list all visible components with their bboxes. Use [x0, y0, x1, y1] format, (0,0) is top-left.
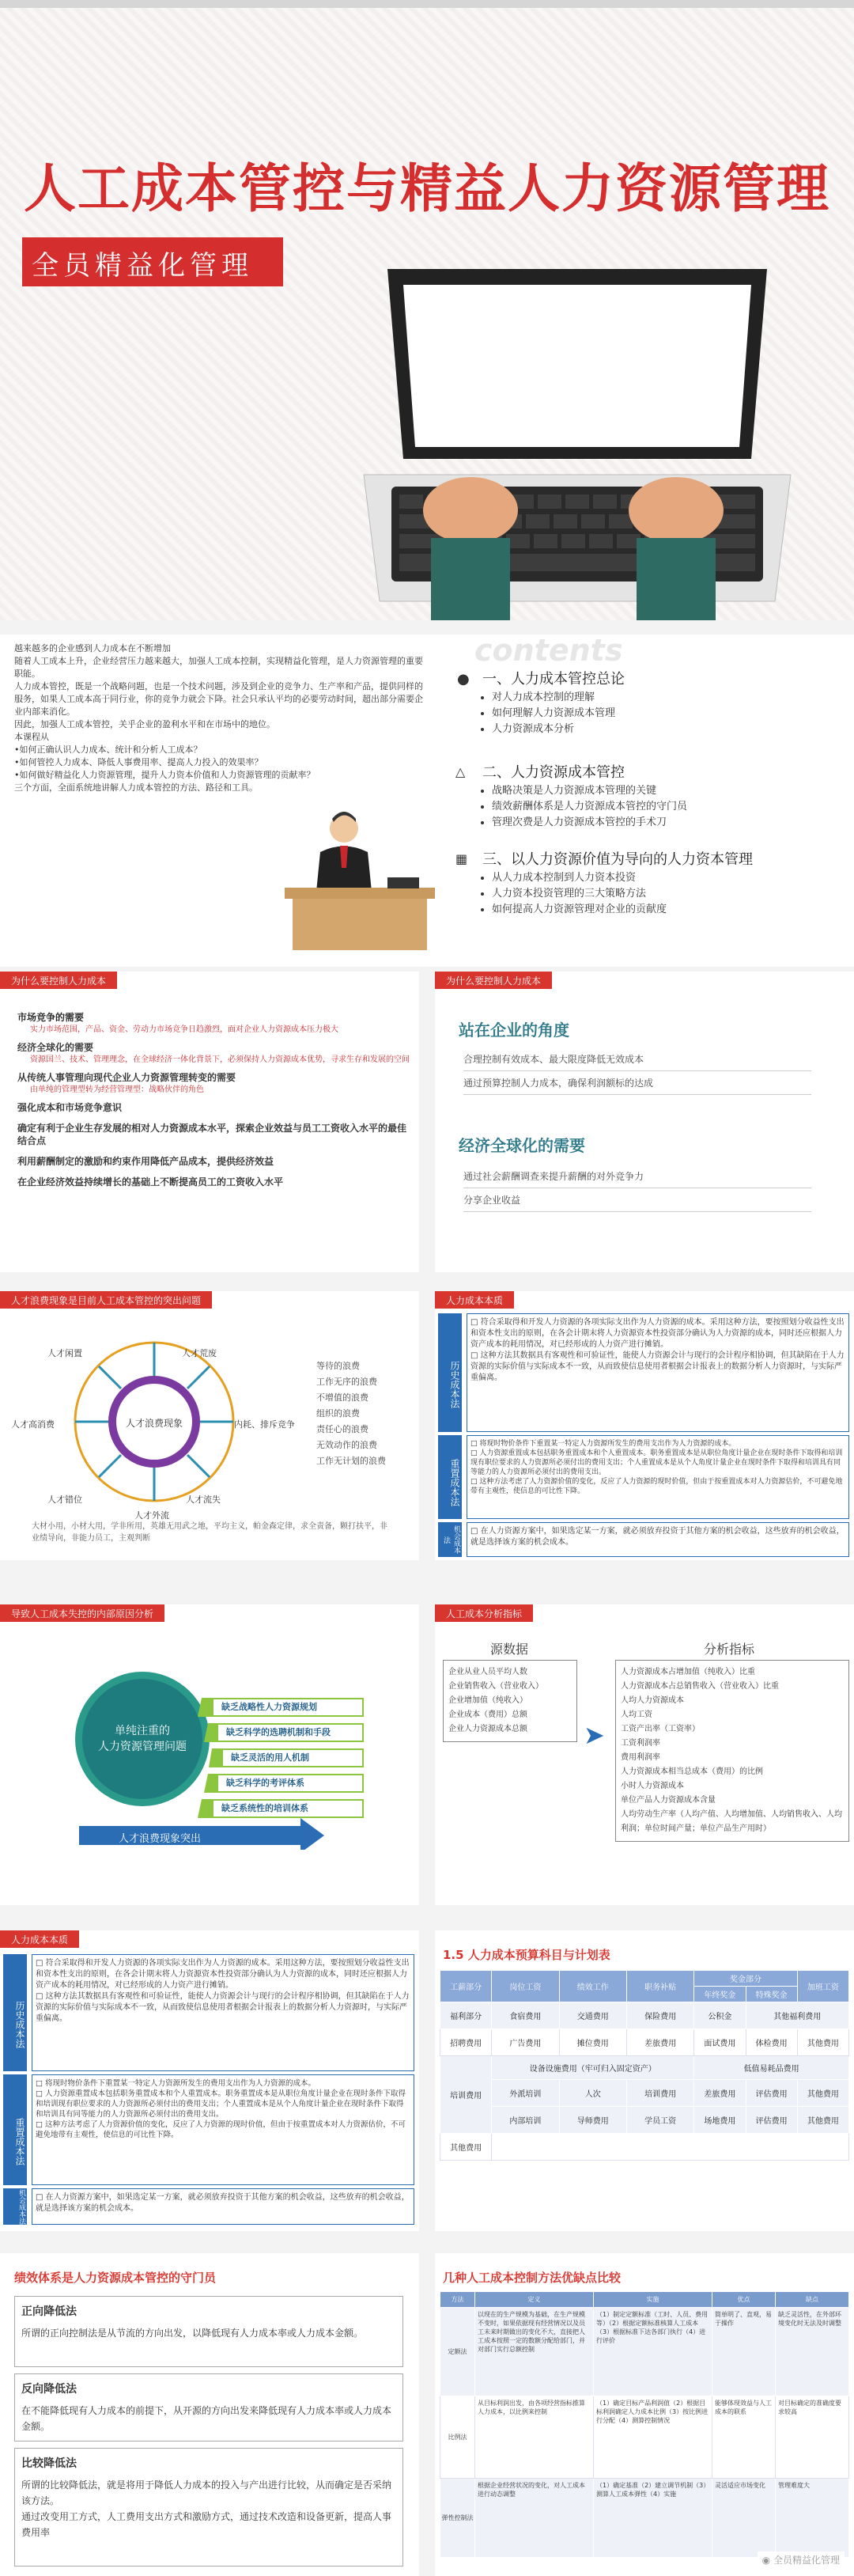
- why-sub: 由单纯的管理型转为经营管理型：战略伙伴的角色: [30, 1085, 204, 1094]
- index-item: 人力资源成本占总销售收入（营业收入）比重: [621, 1682, 779, 1691]
- table-head: 方法: [440, 2292, 475, 2308]
- table-cell: 特殊奖金: [746, 1987, 797, 2002]
- why-heading: 在企业经济效益持续增长的基础上不断提高员工的工资收入水平: [17, 1176, 284, 1188]
- why-item: [17, 1155, 413, 1168]
- network-icon: △: [455, 764, 466, 779]
- comparison-title: 几种人工成本控制方法优缺点比较: [443, 2271, 622, 2285]
- cost-essence-slide-2: [0, 1930, 419, 2231]
- table-cell: 场地费用: [694, 2107, 746, 2134]
- section-item: • 战略决策是人力资源成本管理的关键: [492, 783, 687, 799]
- method-label: 历史成本法: [438, 1313, 462, 1432]
- table-cell: 灵活适应市场变化: [712, 2479, 776, 2558]
- globalization-b: 分享企业收益: [463, 1193, 811, 1212]
- cover-title: 人工成本管控与精益人力资源管理: [24, 158, 830, 219]
- why-item: [17, 1122, 413, 1147]
- method-para: □ 符合采取得和开发人力资源的各项实际支出作为人力资源的成本。采用这种方法，要按照划分收益性支出和资本性支出的原则，在各会计期末将人力资源资本性投资部分确认为人力资源的成本，同时还应根据人力资产成本的耗用情况，对已经形成的人力资产进行摊销。: [470, 1318, 845, 1349]
- why-item: [17, 1101, 413, 1114]
- cause-item: 缺乏灵活的用人机制: [231, 1752, 309, 1763]
- method-para: □ 这种方法考虑了人力资源价值的变化，反应了人力资源的现时价值，但由于按重置成本对人力资源估价，不可避免地带有主观性，使信息的可比性下降。: [36, 2120, 406, 2139]
- why-heading: 强化成本和市场竞争意识: [17, 1102, 123, 1113]
- why-list: [17, 1011, 413, 1188]
- table-cell: 外派培训: [492, 2080, 559, 2107]
- comparison-table: [440, 2291, 849, 2558]
- source-item: 企业销售收入（营业收入）: [448, 1682, 543, 1691]
- index-item: 小时人力资源成本: [621, 1782, 684, 1790]
- method-text: [467, 1435, 849, 1519]
- method-para: □ 符合采取得和开发人力资源的各项实际支出作为人力资源的成本。采用这种方法，要按照划分收益性支出和资本性支出的原则，在各会计期末将人力资源资本性投资部分确认为人力资源的成本，同时还应根据人力资产成本的耗用情况，对已经形成的人力资产进行摊销。: [36, 1959, 410, 1990]
- table-cell: 交通费用: [559, 2002, 626, 2029]
- intro-line: 本课程从: [14, 732, 49, 742]
- method-label: 历史成本法: [3, 1954, 27, 2071]
- method-para: □ 这种方法其数据具有客观性和可验证性，能使人力资源会计与现行的会计程序相协调，但其缺陷在于人力资源的实际价值与实际成本不一致，从而致使信息使用者根据会计报表上的数据分析人力资源时，与实际严重偏离。: [36, 1992, 410, 2023]
- section-item: • 人力资源成本分析: [492, 722, 615, 737]
- index-item: 人均人力资源成本: [621, 1696, 684, 1705]
- block-text: 通过改变用工方式，人工费用支出方式和激励方式，通过技术改造和设备更新，提高人事费用率: [21, 2511, 392, 2538]
- wheel-label: 人才闲置: [47, 1348, 82, 1358]
- method-row: [3, 2074, 416, 2185]
- why-heading: 利用薪酬制定的激励和约束作用降低产品成本，提供经济效益: [17, 1156, 274, 1167]
- table-cell: 加班工资: [797, 1971, 848, 2002]
- wheel-label: 人才高消费: [11, 1419, 55, 1430]
- method-para: □ 在人力资源方案中，如果选定某一方案，就必须放弃投资于其他方案的机会收益，这些放弃的机会收益，就是选择该方案的机会成本。: [36, 2193, 410, 2213]
- intro-line: 越来越多的企业感到人力成本在不断增加: [14, 643, 171, 653]
- method-para: □ 将现时物价条件下重置某一特定人力资源所发生的费用支出作为人力资源的成本。: [470, 1440, 736, 1448]
- method-para: □ 这种方法考虑了人力资源价值的变化，反应了人力资源的现时价值，但由于按重置成本对人力资源估价，不可避免地带有主观性，使信息的可比性下降。: [470, 1478, 843, 1495]
- analysis-index-slide: [435, 1604, 854, 1905]
- waste-list: [316, 1358, 386, 1469]
- why-heading: 从传统人事管理向现代企业人力资源管理转变的需要: [17, 1072, 236, 1083]
- enterprise-angle-a: 合理控制有效成本、最大限度降低无效成本: [463, 1052, 811, 1071]
- source-item: 企业增加值（纯收入）: [448, 1696, 527, 1705]
- wheel-center-label: 人才浪费现象: [125, 1418, 183, 1429]
- index-item: 人力资源成本相当总成本（费用）的比例: [621, 1767, 763, 1776]
- waste-item: 工作无序的浪费: [316, 1377, 377, 1387]
- causes-arrow-label: 人才浪费现象突出: [119, 1833, 202, 1845]
- method-text: [32, 2188, 414, 2225]
- method-label: 重置成本法: [438, 1435, 462, 1519]
- gatekeeper-slide: [0, 2253, 419, 2576]
- watermark-text: 全员精益化管理: [773, 2555, 840, 2566]
- index-item: 工资产出率（工资率）: [621, 1725, 700, 1733]
- table-cell: 奖金部分: [694, 1971, 797, 1987]
- enterprise-angle-b: 通过预算控制人力成本，确保利润额标的达成: [463, 1076, 811, 1095]
- intro-line: 三个方面，全面系统地讲解人力成本管控的方法、路径和工具。: [14, 782, 258, 793]
- why-item: [17, 1011, 413, 1036]
- waste-item: 不增值的浪费: [316, 1392, 368, 1403]
- table-cell: 差旅费用: [694, 2080, 746, 2107]
- why-item: [17, 1071, 413, 1097]
- why-control-right: [435, 972, 854, 1272]
- wheel-label: 人才外流: [134, 1510, 169, 1521]
- cover-subtitle: 全员精益化管理: [32, 250, 253, 282]
- method-label: 机会成本法: [438, 1522, 462, 1557]
- method-text: [467, 1313, 849, 1432]
- table-cell: 职务补贴: [626, 1971, 693, 2002]
- table-cell: 其他费用: [440, 2134, 492, 2161]
- table-cell: 其他费用: [797, 2107, 848, 2134]
- section-item: • 人力资本投资管理的三大策略方法: [492, 886, 667, 902]
- table-cell: 保险费用: [626, 2002, 693, 2029]
- table-cell: 低值易耗品费用: [694, 2056, 849, 2080]
- method-text: [32, 1954, 414, 2071]
- budget-table: [440, 1970, 849, 2161]
- table-cell: 导师费用: [559, 2107, 626, 2134]
- table-cell: 管理难度大: [776, 2479, 849, 2558]
- waste-item: 组织的浪费: [316, 1408, 360, 1419]
- section-title: 三、以人力资源价值为导向的人力资本管理: [482, 851, 753, 868]
- intro-line: •如何管控人力成本、降低人事费用率、提高人力投入的效果率？: [14, 757, 263, 767]
- source-box: [443, 1660, 577, 1742]
- why-heading: 市场竞争的需要: [17, 1012, 85, 1023]
- wheel-label: 人才荒废: [182, 1348, 217, 1358]
- index-item: 费用利润率: [621, 1753, 660, 1762]
- table-cell: 简单明了、直观，易于操作: [712, 2308, 776, 2396]
- block-heading: 反向降低法: [21, 2383, 77, 2396]
- table-cell: 从目标利润出发，由各项经营指标推算人力成本，以比例来控制: [475, 2396, 594, 2479]
- method-block: [14, 2373, 403, 2442]
- block-text: 在不能降低现有人力成本的前提下，从开源的方向出发来降低现有人力成本率或人力成本金额。: [21, 2405, 392, 2432]
- method-para: □ 将现时物价条件下重置某一特定人力资源所发生的费用支出作为人力资源的成本。: [36, 2079, 316, 2088]
- globalization-title: 经济全球化的需要: [459, 1136, 585, 1155]
- cause-item: 缺乏科学的考评体系: [226, 1778, 304, 1788]
- table-cell: 福利部分: [440, 2002, 492, 2029]
- section-item: • 对人力成本控制的理解: [492, 690, 615, 706]
- contents-list: [451, 665, 846, 934]
- table-cell: 体检费用: [746, 2029, 797, 2056]
- table-cell: 评估费用: [746, 2080, 797, 2107]
- table-cell: 根据企业经营状况的变化，对人工成本进行动态调整: [475, 2479, 594, 2558]
- waste-item: 责任心的浪费: [316, 1424, 368, 1434]
- section-1: [451, 665, 846, 760]
- waste-item: 工作无计划的浪费: [316, 1456, 386, 1466]
- enterprise-angle-title: 站在企业的角度: [459, 1021, 569, 1040]
- talent-waste-slide: [0, 1291, 419, 1560]
- cause-item: 缺乏科学的选聘机制和手段: [226, 1727, 331, 1737]
- method-row: [438, 1313, 851, 1432]
- source-item: 企业人力资源成本总额: [448, 1725, 527, 1733]
- table-head: 缺点: [776, 2292, 849, 2308]
- waste-item: 无效动作的浪费: [316, 1440, 377, 1450]
- person-icon: ●: [457, 671, 470, 688]
- cover-slide: [0, 0, 854, 620]
- intro-line: •如何做好精益化人力资源管理，提升人力资本价值和人力资源管理的贡献率？: [14, 770, 316, 780]
- section-item: • 绩效薪酬体系是人力资源成本管控的守门员: [492, 799, 687, 815]
- bar-chart-icon: ▦: [455, 851, 468, 866]
- source-item: 企业从业人员平均人数: [448, 1668, 527, 1676]
- table-cell: 年终奖金: [694, 1987, 746, 2002]
- index-box: [615, 1660, 849, 1842]
- budget-table-title: 1.5 人力成本预算科目与计划表: [443, 1948, 610, 1962]
- comparison-slide: [435, 2253, 854, 2576]
- intro-line: •如何正确认识人力成本、统计和分析人工成本？: [14, 744, 202, 755]
- method-label: 重置成本法: [3, 2074, 27, 2185]
- intro-line: 因此，加强人工成本管控，关乎企业的盈利水平和在市场中的地位。: [14, 719, 275, 729]
- why-heading: 确定有利于企业生存发展的相对人力资源成本水平，探索企业效益与员工工资收入水平的最佳结合点: [17, 1123, 407, 1146]
- section-item: • 从人力成本控制到人力资本投资: [492, 870, 667, 886]
- method-row: [438, 1522, 851, 1557]
- why-sub: 实力市场范围，产品、资金、劳动力市场竞争日趋激烈，面对企业人力资源成本压力极大: [30, 1025, 338, 1034]
- table-cell: 工薪部分: [440, 1971, 492, 2002]
- wechat-watermark: [758, 2551, 845, 2568]
- method-text: [467, 1522, 849, 1557]
- table-cell: 弹性控制法: [440, 2479, 475, 2558]
- intro-text: [14, 642, 425, 794]
- globalization-a: 通过社会薪酬调查来提升薪酬的对外竞争力: [463, 1169, 811, 1188]
- index-item: 人均工资: [621, 1710, 652, 1719]
- method-text: [32, 2074, 414, 2185]
- slide-tag: 人力成本本质: [435, 1291, 514, 1309]
- cause-item: 缺乏战略性人力资源规划: [221, 1702, 317, 1712]
- method-block: [14, 2448, 403, 2567]
- section-3: [451, 847, 846, 934]
- table-cell: 岗位工资: [492, 1971, 559, 2002]
- cause-item: 缺乏系统性的培训体系: [221, 1803, 308, 1813]
- table-cell: 定额法: [440, 2308, 475, 2396]
- method-row: [3, 1954, 416, 2071]
- table-head: 定义: [475, 2292, 594, 2308]
- table-cell: 培训费用: [626, 2080, 693, 2107]
- table-cell: （1）确定基准（2）建立调节机制（3）测算人工成本弹性（4）实施: [594, 2479, 712, 2558]
- intro-line: 人力成本管控，既是一个战略问题，也是一个技术问题，涉及到企业的竞争力、生产率和产品，提供同样的服务，如果人工成本高于同行业，你的竞争力就会下降。社会只承认平均的必要劳动时间，超出部分需要企业内部来消化。: [14, 681, 423, 717]
- table-cell: 设备设施费用（牢可归入固定资产）: [492, 2056, 694, 2080]
- table-cell: 招聘费用: [440, 2029, 492, 2056]
- table-cell: 比例法: [440, 2396, 475, 2479]
- table-cell: （1）确定目标产品利润值（2）根据目标利润确定人力成本比例（3）按比例进行分配（4）测算控制情况: [594, 2396, 712, 2479]
- section-item: • 管理次费是人力资源成本管控的手术刀: [492, 815, 687, 831]
- section-title: 二、人力资源成本管控: [482, 764, 625, 781]
- table-head: 实施: [594, 2292, 712, 2308]
- table-cell: 能够体现效益与人工成本的联系: [712, 2396, 776, 2479]
- slide-tag: 为什么要控制人力成本: [0, 972, 117, 989]
- table-cell: （1）制定定额标准（工时、人员、费用等）（2）根据定额标准核算人工成本（3）根据标准下达各部门执行（4）进行评价: [594, 2308, 712, 2396]
- method-para: □ 这种方法其数据具有客观性和可验证性，能使人力资源会计与现行的会计程序相协调，但其缺陷在于人力资源的实际价值与实际成本不一致，从而致使信息使用者根据会计报表上的数据分析人力资源时，与实际严重偏离。: [470, 1351, 845, 1382]
- table-cell: 其他福利费用: [746, 2002, 848, 2029]
- why-item: [17, 1176, 413, 1188]
- block-text: 所谓的正向控制法是从节流的方向出发，以降低现有人力成本率或人力成本金额。: [21, 2328, 364, 2339]
- budget-table-slide: [435, 1930, 854, 2231]
- wheel-label: 人才错位: [47, 1494, 82, 1505]
- source-item: 企业成本（费用）总额: [448, 1710, 527, 1719]
- table-cell: 学员工资: [626, 2107, 693, 2134]
- index-item: 工资利润率: [621, 1739, 660, 1748]
- section-title: 一、人力成本管控总论: [482, 671, 625, 688]
- waste-item: 等待的浪费: [316, 1361, 360, 1371]
- table-cell: 食宿费用: [492, 2002, 559, 2029]
- slide-tag: 人力成本本质: [0, 1930, 79, 1948]
- method-para: □ 人力资源重置成本包括职务重置成本和个人重置成本。职务重置成本是从职位角度计量企业在现时条件下取得和培训现有职位要求的人力资源所必须付出的费用支出；个人重置成本是从个人角度计量企业在现时条件下取得和培训具有同等能力的人力资源所必须付出的费用支出。: [36, 2089, 406, 2119]
- right-arrow-icon: ➤: [584, 1720, 605, 1750]
- block-heading: 正向降低法: [21, 2305, 77, 2318]
- wheel-label: 人才流失: [186, 1494, 221, 1505]
- method-label: 机会成本法: [3, 2188, 27, 2225]
- table-cell: 摊位费用: [559, 2029, 626, 2056]
- table-cell: 培训费用: [440, 2056, 492, 2134]
- contents-watermark: contents: [474, 635, 623, 668]
- table-cell: [492, 2134, 849, 2161]
- wechat-icon: ◉: [761, 2555, 771, 2566]
- internal-causes-slide: [0, 1604, 419, 1905]
- section-2: [451, 760, 846, 847]
- why-sub: 资源国兰、技术、管理理念，在全球经济一体化背景下，必须保持人力资源成本优势，寻求生存和发展的空间: [30, 1055, 410, 1064]
- method-para: □ 人力资源重置成本包括职务重置成本和个人重置成本。职务重置成本是从职位角度计量企业在现时条件下取得和培训现有职位要求的人力资源所必须付出的费用支出；个人重置成本是从个人角度计量企业在现时条件下取得和培训具有同等能力的人力资源所必须付出的费用支出。: [470, 1449, 843, 1476]
- intro-line: 随着人工成本上升，企业经营压力越来越大，加强人工成本控制，实现精益化管理，是人力资源管理的重要职能。: [14, 656, 423, 679]
- causes-circle-label: 单纯注重的 人力资源管理问题: [98, 1725, 187, 1753]
- index-item: 单位产品人力资源成本含量: [621, 1796, 716, 1805]
- table-head: 优点: [712, 2292, 776, 2308]
- slide-tag: 人才浪费现象是目前人工成本管控的突出问题: [0, 1291, 212, 1309]
- slide-tag: 导致人工成本失控的内部原因分析: [0, 1604, 164, 1622]
- index-item: 人力资源成本占增加值（纯收入）比重: [621, 1668, 755, 1676]
- table-cell: 差旅费用: [626, 2029, 693, 2056]
- index-title: 分析指标: [704, 1642, 755, 1657]
- table-cell: 广告费用: [492, 2029, 559, 2056]
- section-item: • 如何提高人力资源管理对企业的贡献度: [492, 902, 667, 918]
- laptop-illustration: [356, 261, 799, 620]
- method-block: [14, 2296, 403, 2367]
- method-para: □ 在人力资源方案中，如果选定某一方案，就必须放弃投资于其他方案的机会收益，这些放弃的机会收益，就是选择该方案的机会成本。: [470, 1527, 845, 1547]
- slide-tag: 人工成本分析指标: [435, 1604, 533, 1622]
- section-item: • 如何理解人力资源成本管理: [492, 706, 615, 722]
- intro-slide: [0, 635, 854, 967]
- method-row: [438, 1435, 851, 1519]
- table-cell: 内部培训: [492, 2107, 559, 2134]
- slide-tag: 为什么要控制人力成本: [435, 972, 552, 989]
- source-title: 源数据: [490, 1642, 529, 1657]
- why-item: [17, 1041, 413, 1066]
- table-cell: 人次: [559, 2080, 626, 2107]
- why-control-left: [0, 972, 419, 1272]
- why-heading: 经济全球化的需要: [17, 1042, 94, 1053]
- table-cell: 缺乏灵活性，在外部环境变化时无法及时调整: [776, 2308, 849, 2396]
- businessman-at-desk-illustration: [277, 805, 443, 955]
- block-text: 所谓的比较降低法，就是将用于降低人力成本的投入与产出进行比较，从而确定是否采纳该方法。: [21, 2479, 392, 2506]
- table-cell: 评估费用: [746, 2107, 797, 2134]
- index-item: 人均劳动生产率（人均产值、人均增加值、人均销售收入、人均利润；单位时间产量；单位产品生产用时）: [621, 1810, 842, 1833]
- table-cell: 其他费用: [797, 2080, 848, 2107]
- table-cell: 其他费用: [797, 2029, 848, 2056]
- table-cell: 对目标确定的准确度要求较高: [776, 2396, 849, 2479]
- gatekeeper-title: 绩效体系是人力资源成本管控的守门员: [14, 2271, 217, 2285]
- cost-essence-slide: [435, 1291, 854, 1560]
- table-cell: 面试费用: [694, 2029, 746, 2056]
- waste-footer: 大材小用，小材大用，学非所用，英雄无用武之地，平均主义，帕金森定律，求全责备，颗打扶平，非业绩导向，非能力员工，主观判断: [32, 1522, 387, 1543]
- table-cell: 绩效工作: [559, 1971, 626, 2002]
- table-cell: 公积金: [694, 2002, 746, 2029]
- cover-top-bar: [0, 0, 854, 8]
- block-heading: 比较降低法: [21, 2457, 77, 2470]
- method-row: [3, 2188, 416, 2225]
- wheel-label: 内耗、排斥竞争: [234, 1419, 295, 1430]
- table-cell: 以现在的生产规模为基础，在生产规模不变时，如果依据现有经营情况以及员工未来时期做出的变化不大，直接把人工成本按照一定的数额分配给部门，并对部门实行总额控制: [475, 2308, 594, 2396]
